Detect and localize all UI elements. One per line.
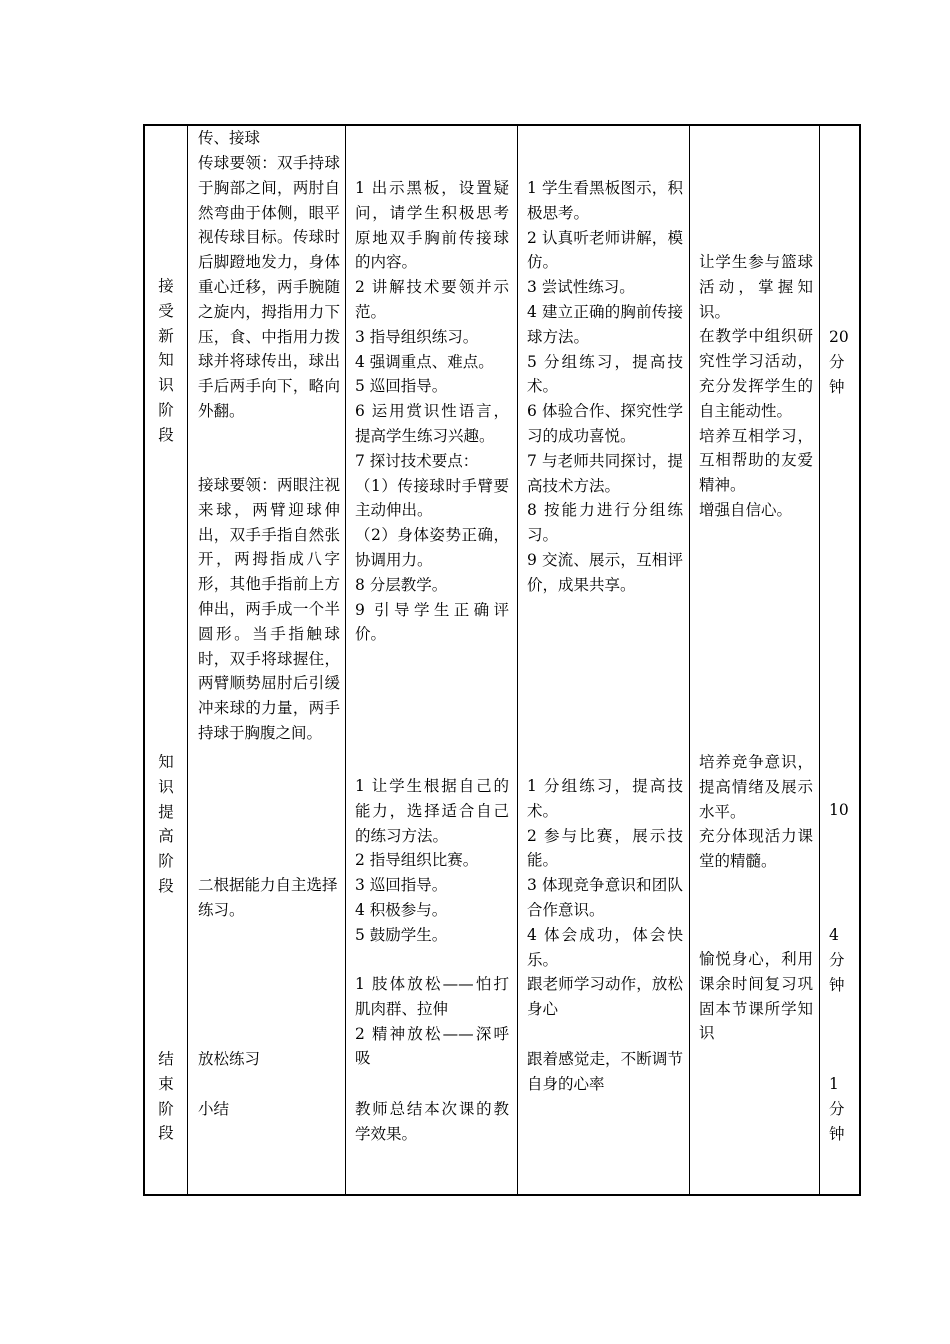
stage-new-knowledge: 接 受 新 知 识 阶 段 <box>158 277 174 444</box>
teacher-activity-column <box>346 126 517 1194</box>
time-1-min: 1 分 钟 <box>829 1075 845 1143</box>
student-block-4: 跟着感觉走，不断调节自身的心率 <box>527 1050 683 1093</box>
purpose-block-2: 培养竞争意识，提高情绪及展示水平。 充分体现活力课堂的精髓。 <box>699 753 813 871</box>
stage-column <box>145 126 187 1194</box>
time-10: 10 <box>829 801 849 819</box>
relax-practice: 放松练习 <box>198 1050 261 1068</box>
stage-ending: 结 束 阶 段 <box>158 1050 174 1143</box>
catch-essentials: 接球要领：两眼注视来球，两臂迎球伸出，双手手指自然张开，两拇指成八字形，其他手指前上方伸出，两手成一个半圆形。当手指触球时，双手将球握住，两臂顺势屈肘后引缓冲来球的力量，两手持球于胸腹之间。 <box>198 476 340 742</box>
teacher-block-4: 教师总结本次课的教学效果。 <box>355 1100 509 1143</box>
teacher-block-2: 1 让学生根据自己的能力，选择适合自己的练习方法。 2 指导组织比赛。 3 巡回指导。 4 积极参与。 5 鼓励学生。 <box>355 777 509 944</box>
student-block-3: 跟老师学习动作，放松身心 <box>527 975 683 1018</box>
student-activity-column <box>518 126 689 1194</box>
content-column <box>188 126 345 1194</box>
purpose-column <box>690 126 819 1194</box>
content-title: 传、接球 <box>198 129 261 147</box>
summary: 小结 <box>198 1100 230 1118</box>
time-4-min: 4 分 钟 <box>829 926 845 994</box>
student-block-1: 1 学生看黑板图示，积极思考。 2 认真听老师讲解，模仿。 3 尝试性练习。 4 建立正确的胸前传接球方法。 5 分组练习，提高技术。 6 体验合作、探究性学习的成功喜悦。 7 与老师共同探讨，提高技术方法。 8 按能力进行分组练习。 9 交流、展示，互相评价，成果共享。 <box>527 179 683 594</box>
teacher-block-3: 1 肢体放松——怕打肌肉群、拉伸 2 精神放松——深呼吸 <box>355 975 509 1068</box>
teacher-block-1: 1 出示黑板，设置疑问，请学生积极思考原地双手胸前传接球的内容。 2 讲解技术要领并示范。 3 指导组织练习。 4 强调重点、难点。 5 巡回指导。 6 运用赏识性语言，提高学生练习兴趣。 7 探讨技术要点： （1）传接球时手臂要主动伸出。 （2）身体姿势正确，协调用力。 8 分层教学。 9 引导学生正确评价。 <box>355 179 509 644</box>
lesson-plan-table <box>143 124 861 1196</box>
student-block-2: 1 分组练习，提高技术。 2 参与比赛，展示技能。 3 体现竞争意识和团队合作意识。 4 体会成功，体会快乐。 <box>527 777 683 969</box>
purpose-block-3: 愉悦身心，利用课余时间复习巩固本节课所学知识 <box>699 950 813 1043</box>
self-selected-practice: 二根据能力自主选择练习。 <box>198 876 338 919</box>
pass-essentials: 传球要领：双手持球于胸部之间，两肘自然弯曲于体侧，眼平视传球目标。传球时后脚蹬地发力，身体重心迁移，两手腕随之旋内，拇指用力下压，食、中指用力拨球并将球传出，球出手后两手向下，略向外翻。 <box>198 154 340 420</box>
time-20-min: 20 分 钟 <box>829 328 849 396</box>
stage-improvement: 知 识 提 高 阶 段 <box>158 753 174 895</box>
time-column <box>820 126 861 1194</box>
purpose-block-1: 让学生参与篮球活动，掌握知识。 在教学中组织研究性学习活动，充分发挥学生的自主能动性。 培养互相学习，互相帮助的友爱精神。 增强自信心。 <box>699 253 813 519</box>
